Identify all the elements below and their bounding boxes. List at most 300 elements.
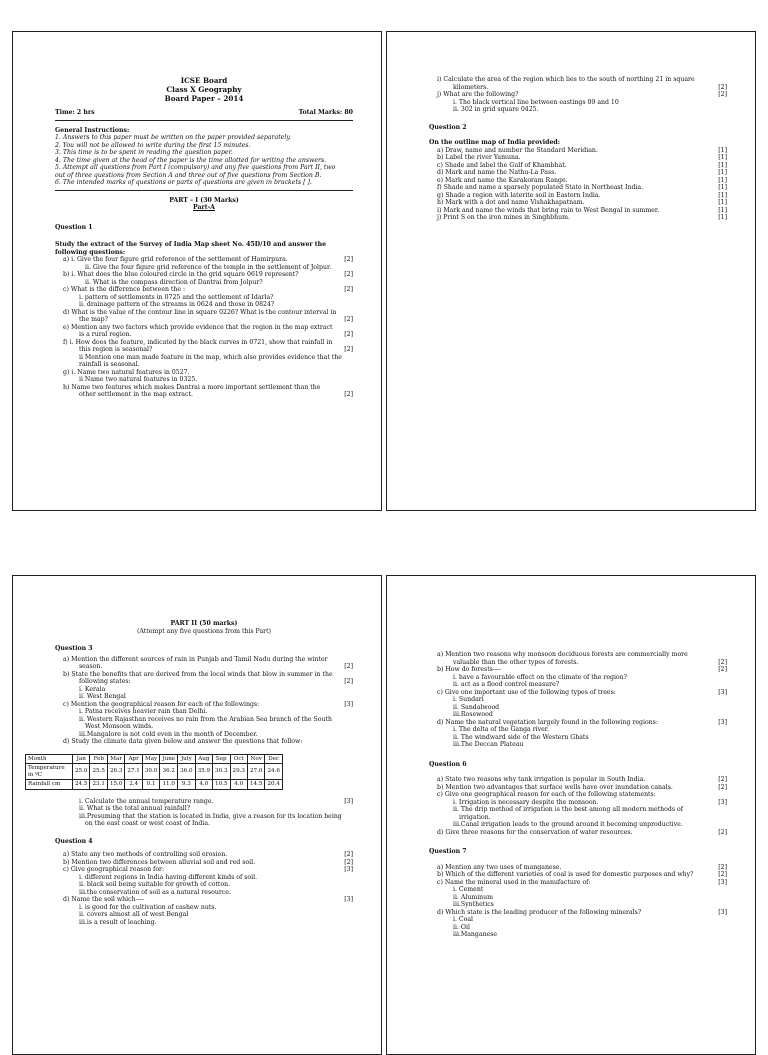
list-item: [55, 671, 353, 679]
table-cell: 23.1: [90, 780, 107, 790]
item-text: ii. Western Rajasthan receives no rain from the Arabian Sea branch of the South: [79, 715, 332, 723]
list-item: [55, 391, 353, 399]
page-2-content: [429, 76, 727, 222]
list-item: [429, 169, 727, 177]
instructions-list: [55, 134, 353, 187]
q3-items: [55, 656, 353, 746]
list-item: [429, 821, 727, 829]
item-text: on the east coast or west coast of India.: [85, 820, 211, 828]
marks-label: [2]: [344, 663, 353, 670]
table-cell: 2.4: [125, 780, 142, 790]
item-text: i. The black vertical line between eastings 09 and 10: [453, 98, 619, 106]
item-text: d) Name the natural vegetation largely found in the following regions:: [437, 718, 658, 726]
list-item: [55, 294, 353, 302]
table-cell: 26.3: [107, 764, 124, 780]
list-item: [429, 689, 727, 697]
table-cell: May: [142, 754, 159, 764]
marks-label: [1]: [718, 199, 727, 206]
item-text: i. Irrigation is necessary despite the monsoon.: [453, 798, 599, 806]
page-1: [12, 31, 382, 511]
item-text: iii.Manganese: [453, 931, 498, 938]
list-item: [55, 881, 353, 889]
q1-intro: Study the extract of the Survey of India Map sheet No. 45D/10 and answer the: [55, 241, 327, 248]
list-item: [429, 84, 727, 92]
page-4-content: [429, 651, 727, 939]
table-cell: 0.1: [142, 780, 159, 790]
list-item: [55, 851, 353, 859]
list-item: [429, 651, 727, 659]
list-item: [55, 716, 353, 724]
time-label: Time: 2 hrs: [55, 109, 95, 116]
list-item: [429, 207, 727, 215]
marks-label: [2]: [344, 316, 353, 323]
item-text: j) What are the following?: [437, 91, 519, 98]
list-item: [429, 674, 727, 682]
list-item: [55, 354, 353, 362]
table-cell: July: [178, 754, 195, 764]
paper-title: Board Paper – 2014: [164, 94, 244, 103]
table-cell: 25.0: [73, 764, 90, 780]
list-item: [55, 904, 353, 912]
item-text: i. Coal: [453, 916, 474, 923]
marks-label: [2]: [718, 658, 727, 666]
table-cell: Sep: [213, 754, 230, 764]
item-text: ii. covers almost all of west Bengal: [79, 911, 189, 919]
item-text: i. Cement: [453, 886, 484, 893]
item-text: i. is good for the cultivation of cashew nuts.: [79, 903, 217, 911]
item-text: c) Give one important use of the following types of trees:: [437, 688, 616, 696]
table-cell: Jan: [73, 754, 90, 764]
marks-label: [3]: [718, 908, 727, 916]
list-item: [429, 711, 727, 719]
table-cell: 10.5: [213, 780, 230, 790]
list-item: [55, 346, 353, 354]
list-item: [55, 369, 353, 377]
list-item: [429, 741, 727, 749]
list-item: [55, 339, 353, 347]
list-item: [55, 693, 353, 701]
item-text: this region is seasonal?: [79, 346, 153, 353]
marks-label: [2]: [718, 83, 727, 91]
item-text: b) How do forests----: [437, 666, 502, 673]
item-text: ii. Give the four figure grid reference of the temple in the settlement of Jolpur.: [85, 263, 332, 271]
item-text: b) State the benefits that are derived from the local winds that blow in summer in the: [63, 670, 333, 678]
table-cell: 36.2: [160, 764, 178, 780]
list-item: [429, 214, 727, 222]
marks-label: [2]: [344, 391, 353, 398]
item-text: b) Mention two advantages that surface wells have over inundation canals.: [437, 783, 673, 791]
list-item: [429, 681, 727, 689]
list-item: [55, 309, 353, 317]
list-item: [429, 901, 727, 909]
item-text: iii.Presuming that the station is located in India, give a reason for its location being: [79, 812, 342, 820]
list-item: [55, 866, 353, 874]
marks-label: [1]: [718, 184, 727, 191]
table-cell: 25.5: [90, 764, 107, 780]
list-item: [429, 91, 727, 99]
item-text: iii.Rosewood: [453, 711, 493, 718]
table-cell: Apr: [125, 754, 142, 764]
list-item: [429, 199, 727, 207]
q1-intro: following questions:: [55, 248, 126, 256]
question-1-heading: Question 1: [55, 223, 93, 231]
item-text: d) Study the climate data given below and answer the questions that follow:: [63, 738, 303, 745]
list-item: [429, 924, 727, 932]
item-text: ii Mention one man made feature in the map, which also provides evidence that the: [79, 353, 342, 361]
list-item: [429, 799, 727, 807]
item-text: i. Calculate the annual temperature range.: [79, 797, 214, 805]
item-text: iii.Canal irrigation leads to the ground around it becoming unproductive.: [453, 821, 683, 828]
item-text: i. pattern of settlements in 0725 and the settlement of Idarla?: [79, 293, 274, 301]
item-text: b) Mention two differences between alluvial soil and red soil.: [63, 858, 256, 866]
item-text: ii. act as a flood control measure?: [453, 681, 560, 688]
question-4-heading: Question 4: [55, 837, 93, 845]
climate-table: [25, 754, 283, 790]
list-item: [429, 909, 727, 917]
item-text: iii.Synthetics: [453, 901, 494, 908]
table-cell: 14.5: [247, 780, 264, 790]
total-marks-label: Total Marks: 80: [298, 109, 353, 116]
list-item: [429, 814, 727, 822]
table-cell: 29.3: [230, 764, 247, 780]
list-item: [55, 686, 353, 694]
item-text: a) Mention the different sources of rain in Punjab and Tamil Nadu during the winter: [63, 655, 328, 663]
list-item: [429, 666, 727, 674]
item-text: irrigation.: [459, 813, 491, 821]
item-text: rainfall is seasonal.: [79, 361, 140, 368]
item-text: i. The delta of the Ganga river.: [453, 726, 550, 733]
item-text: i. Sundari: [453, 696, 484, 703]
list-item: [55, 738, 353, 746]
table-cell: 11.0: [160, 780, 178, 790]
table-cell: Month: [26, 754, 73, 764]
marks-label: [3]: [718, 688, 727, 696]
instruction: 5. Attempt all questions from Part I (compulsory) and any five questions from Part II, two: [55, 164, 336, 171]
item-text: ii. 302 in grid square 0425.: [453, 106, 539, 113]
page-1-content: [55, 76, 353, 399]
list-item: [55, 919, 353, 927]
q5-items: [429, 651, 727, 749]
list-item: [55, 708, 353, 716]
item-text: c) Mention the geographical reason for each of the followings:: [63, 700, 260, 708]
list-item: [55, 723, 353, 731]
item-text: is a rural region.: [79, 331, 132, 338]
item-text: ii. The windward side of the Western Ghats: [453, 733, 589, 741]
list-item: [429, 886, 727, 894]
item-text: ii. West Bengal: [79, 693, 126, 700]
item-text: g) i. Name two natural features in 0527.: [63, 368, 190, 376]
table-cell: Nov: [247, 754, 264, 764]
divider: [55, 120, 353, 121]
list-item: [55, 874, 353, 882]
item-text: f) i. How does the feature, indicated by the black curves in 0721, show that rainfall in: [63, 338, 333, 346]
list-item: [55, 805, 353, 813]
item-text: iii.Mangalore is not cold even in the month of December.: [79, 730, 258, 738]
question-3-heading: Question 3: [55, 645, 93, 652]
item-text: ii. What is the compass direction of Dantrai from Jolpur?: [85, 278, 263, 286]
list-item: [429, 719, 727, 727]
item-text: West Monsoon winds.: [85, 723, 154, 730]
item-text: b) Which of the different varieties of coal is used for domestic purposes and why?: [437, 871, 694, 878]
part-a-heading: Part-A: [193, 204, 215, 211]
item-text: ii. black soil being suitable for growth of cotton.: [79, 881, 231, 889]
list-item: [429, 106, 727, 114]
marks-label: [2]: [718, 871, 727, 878]
marks-label: [2]: [718, 666, 727, 673]
marks-label: [2]: [718, 783, 727, 791]
table-cell: Oct: [230, 754, 247, 764]
divider: [55, 190, 353, 191]
marks-label: [1]: [718, 169, 727, 176]
marks-label: [2]: [718, 776, 727, 783]
board-title: ICSE Board: [180, 76, 228, 85]
item-text: a) Draw, name and number the Standard Meridian.: [437, 146, 598, 154]
part2-subheading: (Attempt any five questions from this Part): [136, 627, 271, 635]
list-item: [55, 301, 353, 309]
item-text: b) Label the river Yamuna.: [437, 154, 521, 161]
item-text: e) Mark and name the Karakoram Range.: [437, 176, 568, 184]
q3d-items: [55, 798, 353, 828]
list-item: [55, 316, 353, 324]
list-item: [429, 871, 727, 879]
item-text: a) i. Give the four figure grid reference of the settlement of Hamirpura.: [63, 256, 288, 263]
item-text: ii. Aluminum: [453, 893, 494, 901]
list-item: [55, 271, 353, 279]
list-item: [429, 784, 727, 792]
item-text: season.: [79, 663, 103, 670]
table-cell: 36.0: [178, 764, 195, 780]
part1-heading: PART – I (30 Marks): [169, 196, 239, 204]
item-text: d) Mark and name the Nathu-La Pass.: [437, 169, 557, 176]
item-text: ii. Sandalwood: [453, 703, 500, 711]
list-item: [55, 376, 353, 384]
list-item: [55, 286, 353, 294]
marks-label: [1]: [718, 161, 727, 169]
item-text: c) What is the difference between the :: [63, 286, 186, 293]
climate-table-wrap: [25, 754, 353, 790]
table-row: [26, 754, 283, 764]
table-cell: 27.1: [125, 764, 142, 780]
item-text: h) Name two features which makes Dantrai a more important settlement than the: [63, 383, 321, 391]
list-item: [55, 731, 353, 739]
marks-label: [2]: [718, 91, 727, 98]
item-text: ii. Oil: [453, 923, 470, 931]
marks-label: [3]: [344, 896, 353, 904]
question-6-heading: Question 6: [429, 760, 467, 768]
list-item: [55, 264, 353, 272]
marks-label: [3]: [718, 718, 727, 726]
list-item: [55, 279, 353, 287]
list-item: [55, 701, 353, 709]
table-cell: 24.6: [265, 764, 282, 780]
list-item: [429, 147, 727, 155]
item-text: kilometers.: [453, 83, 489, 91]
item-text: b) i. What does the blue coloured circle in the grid square 0619 represent?: [63, 271, 299, 278]
table-cell: Rainfall cm: [26, 780, 73, 790]
list-item: [55, 859, 353, 867]
marks-label: [2]: [344, 851, 353, 859]
instruction: 1. Answers to this paper must be written on the paper provided separately.: [55, 134, 291, 141]
marks-label: [1]: [718, 176, 727, 184]
item-text: c) Name the mineral used in the manufacture of:: [437, 878, 591, 886]
list-item: [55, 656, 353, 664]
table-cell: 30.0: [142, 764, 159, 780]
item-text: d) Name the soil which----: [63, 896, 144, 904]
item-text: d) Which state is the leading producer of the following minerals?: [437, 908, 642, 916]
instruction: out of three questions from Section A and three out of five questions from Section B.: [55, 171, 322, 179]
item-text: i. Kerala: [79, 685, 106, 693]
marks-label: [2]: [344, 271, 353, 278]
table-row: [26, 764, 283, 780]
item-text: ii. drainage pattern of the streams in 0624 and those in 0824?: [79, 301, 275, 308]
q2-items: [429, 147, 727, 222]
question-7-heading: Question 7: [429, 848, 467, 855]
instruction: 3. This time is to be spent in reading the question paper.: [55, 149, 233, 156]
marks-label: [3]: [344, 866, 353, 874]
table-cell: 24.5: [73, 780, 90, 790]
question-2-heading: Question 2: [429, 123, 467, 131]
table-cell: Aug: [195, 754, 212, 764]
table-cell: 20.4: [265, 780, 282, 790]
instruction: 2. You will not be allowed to write during the first 15 minutes.: [55, 141, 251, 149]
q4-items: [55, 851, 353, 926]
list-item: [429, 154, 727, 162]
item-text: other settlement in the map extract.: [79, 391, 193, 398]
q6-items: [429, 776, 727, 836]
item-text: i. different regions in India having different kinds of soil.: [79, 873, 258, 881]
list-item: [55, 384, 353, 392]
q1-items: [55, 256, 353, 399]
item-text: c) Give geographical reason for:: [63, 866, 165, 874]
marks-label: [1]: [718, 191, 727, 199]
list-item: [429, 829, 727, 837]
marks-label: [2]: [344, 678, 353, 685]
table-cell: Dec: [265, 754, 282, 764]
list-item: [429, 76, 727, 84]
item-text: h) Mark with a dot and name Vishakhapatnam.: [437, 199, 585, 206]
instruction: 4. The time given at the head of the paper is the time allotted for writing the answers.: [55, 156, 327, 164]
part2-heading: PART II (50 marks): [170, 620, 238, 627]
list-item: [429, 726, 727, 734]
item-text: f) Shade and name a sparsely populated State in Northeast India.: [437, 184, 644, 191]
q2-intro: On the outline map of India provided:: [429, 139, 561, 146]
marks-label: [3]: [344, 700, 353, 708]
list-item: [429, 806, 727, 814]
marks-label: [2]: [344, 256, 353, 263]
item-text: ii. What is the total annual rainfall?: [79, 805, 191, 813]
marks-label: [2]: [718, 863, 727, 871]
table-cell: 15.0: [107, 780, 124, 790]
item-text: a) Mention any two uses of manganese.: [437, 863, 562, 871]
list-item: [55, 896, 353, 904]
q7-items: [429, 864, 727, 939]
list-item: [429, 931, 727, 939]
list-item: [429, 192, 727, 200]
list-item: [55, 889, 353, 897]
list-item: [55, 798, 353, 806]
list-item: [429, 864, 727, 872]
list-item: [429, 659, 727, 667]
page-2: [386, 31, 756, 511]
list-item: [429, 99, 727, 107]
table-cell: 4.0: [195, 780, 212, 790]
table-row: [26, 780, 283, 790]
instruction: 6. The intended marks of questions or parts of questions are given in brackets [ ].: [55, 179, 312, 186]
marks-label: [2]: [344, 346, 353, 353]
list-item: [429, 696, 727, 704]
list-item: [55, 361, 353, 369]
marks-label: [3]: [718, 798, 727, 806]
q1-items-continued: [429, 76, 727, 114]
marks-label: [2]: [718, 828, 727, 836]
list-item: [429, 791, 727, 799]
list-item: [55, 324, 353, 332]
marks-label: [3]: [344, 797, 353, 805]
item-text: i. have a favourable effect on the climate of the region?: [453, 673, 627, 681]
item-text: iii.The Deccan Plateau: [453, 741, 524, 748]
page-4: [386, 575, 756, 1055]
item-text: ii. The drip method of irrigation is the best among all modern methods of: [453, 806, 684, 813]
table-cell: 27.0: [247, 764, 264, 780]
marks-label: [1]: [718, 154, 727, 161]
item-text: following states:: [79, 678, 131, 685]
table-cell: 35.9: [195, 764, 212, 780]
table-cell: Temperature in ºC: [26, 764, 73, 780]
item-text: c) Give one geographical reason for each of the following statements:: [437, 791, 656, 798]
general-instructions-heading: General Instructions:: [55, 126, 130, 134]
list-item: [429, 734, 727, 742]
item-text: valuable than the other types of forests.: [453, 658, 579, 666]
table-cell: 4.0: [230, 780, 247, 790]
list-item: [55, 813, 353, 821]
list-item: [55, 256, 353, 264]
list-item: [429, 879, 727, 887]
list-item: [55, 820, 353, 828]
table-cell: June: [160, 754, 178, 764]
table-cell: 30.3: [213, 764, 230, 780]
item-text: iii.is a result of leaching.: [79, 918, 157, 926]
item-text: a) State any two methods of controlling soil erosion.: [63, 851, 228, 859]
list-item: [55, 331, 353, 339]
item-text: e) Mention any two factors which provide evidence that the region in the map extract: [63, 323, 333, 331]
list-item: [429, 776, 727, 784]
item-text: d) What is the value of the contour line in square 0226? What is the contour interval in: [63, 308, 337, 316]
list-item: [429, 894, 727, 902]
item-text: g) Shade a region with laterite soil in Eastern India.: [437, 191, 601, 199]
item-text: i. Patna receives heavier rain than Delhi.: [79, 708, 208, 715]
table-cell: Mar: [107, 754, 124, 764]
list-item: [429, 177, 727, 185]
item-text: i) Calculate the area of the region which lies to the south of northing 21 in square: [437, 76, 695, 83]
marks-label: [1]: [718, 206, 727, 214]
item-text: ii Name two natural features in 0325.: [79, 376, 198, 383]
item-text: a) Mention two reasons why monsoon deciduous forests are commercially more: [437, 651, 688, 658]
marks-label: [1]: [718, 146, 727, 154]
item-text: iii.the conservation of soil as a natural resource.: [79, 888, 231, 896]
list-item: [429, 162, 727, 170]
item-text: a) State two reasons why tank irrigation is popular in South India.: [437, 776, 646, 783]
page-3: [12, 575, 382, 1055]
time-marks-row: [55, 109, 353, 117]
marks-label: [3]: [718, 878, 727, 886]
list-item: [429, 704, 727, 712]
page-3-content: [28, 620, 353, 926]
list-item: [55, 663, 353, 671]
list-item: [429, 184, 727, 192]
item-text: j) Print S on the iron mines in Singhbhum.: [437, 214, 570, 221]
table-cell: Feb: [90, 754, 107, 764]
item-text: c) Shade and label the Gulf of Khambhat.: [437, 161, 567, 169]
